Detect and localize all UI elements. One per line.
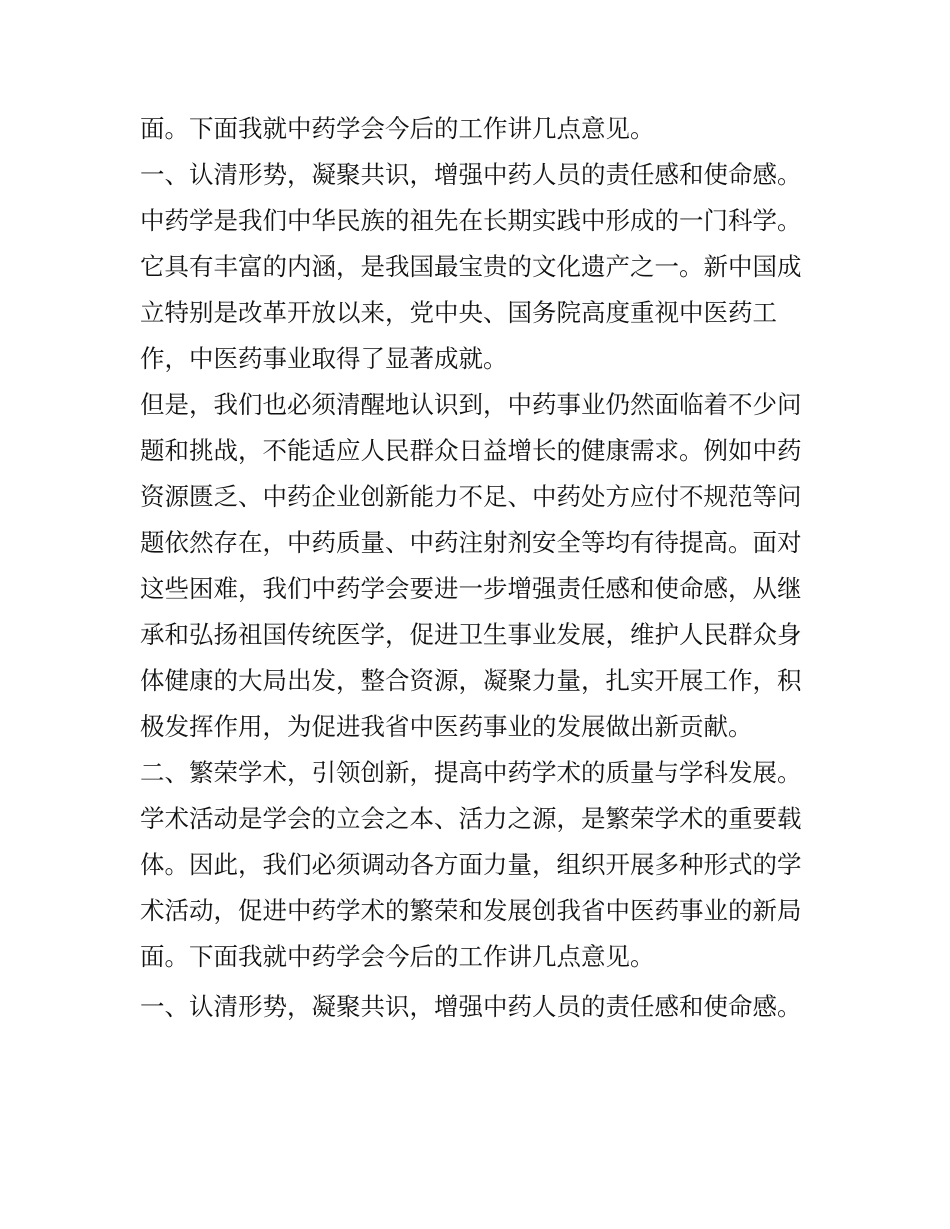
text-line: 题依然存在，中药质量、中药注射剂安全等均有待提高。面对 bbox=[140, 528, 802, 557]
document-body bbox=[140, 106, 830, 1030]
text-line: 学术活动是学会的立会之本、活力之源，是繁荣学术的重要载 bbox=[140, 804, 802, 833]
text-line: 它具有丰富的内涵，是我国最宝贵的文化遗产之一。新中国成 bbox=[140, 252, 802, 281]
text-line: 但是，我们也必须清醒地认识到，中药事业仍然面临着不少问 bbox=[140, 390, 802, 419]
text-line: 面。下面我就中药学会今后的工作讲几点意见。 bbox=[140, 942, 655, 971]
text-line: 题和挑战，不能适应人民群众日益增长的健康需求。例如中药 bbox=[140, 436, 802, 465]
text-line: 承和弘扬祖国传统医学，促进卫生事业发展，维护人民群众身 bbox=[140, 620, 802, 649]
text-line: 极发挥作用，为促进我省中医药事业的发展做出新贡献。 bbox=[140, 712, 753, 741]
text-line: 体。因此，我们必须调动各方面力量，组织开展多种形式的学 bbox=[140, 850, 802, 879]
text-line: 面。下面我就中药学会今后的工作讲几点意见。 bbox=[140, 114, 655, 143]
text-line: 作，中医药事业取得了显著成就。 bbox=[140, 344, 508, 373]
text-line: 这些困难，我们中药学会要进一步增强责任感和使命感，从继 bbox=[140, 574, 802, 603]
text-line: 资源匮乏、中药企业创新能力不足、中药处方应付不规范等问 bbox=[140, 482, 802, 511]
text-line: 立特别是改革开放以来，党中央、国务院高度重视中医药工 bbox=[140, 298, 777, 327]
section-heading: 一、认清形势，凝聚共识，增强中药人员的责任感和使命感。 bbox=[140, 160, 802, 189]
section-heading: 二、繁荣学术，引领创新，提高中药学术的质量与学科发展。 bbox=[140, 758, 802, 787]
text-line: 中药学是我们中华民族的祖先在长期实践中形成的一门科学。 bbox=[140, 206, 802, 235]
text-line: 术活动，促进中药学术的繁荣和发展创我省中医药事业的新局 bbox=[140, 896, 802, 925]
section-heading: 一、认清形势，凝聚共识，增强中药人员的责任感和使命感。 bbox=[140, 992, 802, 1021]
text-line: 体健康的大局出发，整合资源，凝聚力量，扎实开展工作，积 bbox=[140, 666, 802, 695]
